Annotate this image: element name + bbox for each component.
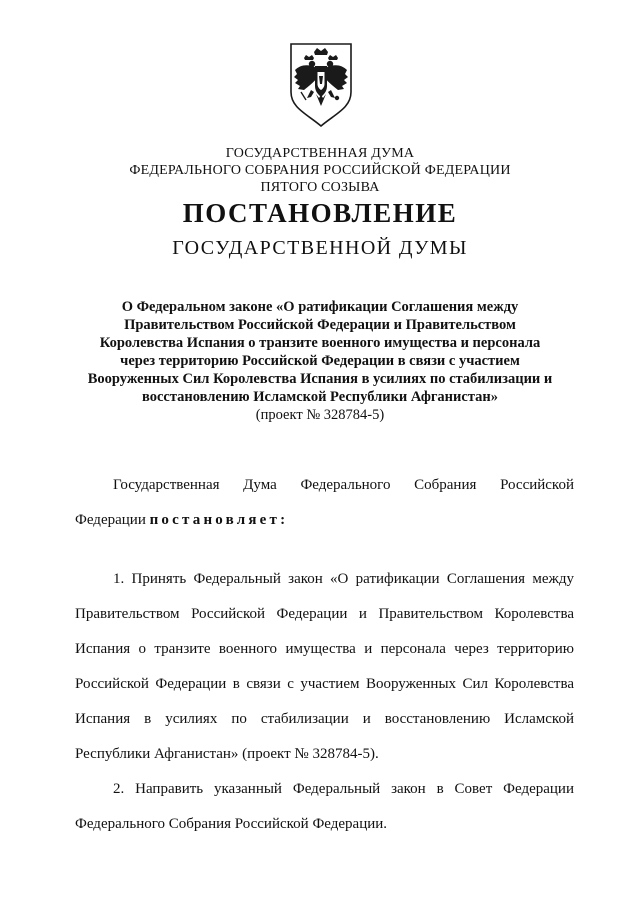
- document-subtitle: ГОСУДАРСТВЕННОЙ ДУМЫ: [172, 237, 468, 259]
- item-1-line: Российской Федерации в связи с участием Вооруженных Сил Королевства: [75, 676, 574, 692]
- project-number: (проект № 328784-5): [255, 407, 385, 423]
- header-line-1: ГОСУДАРСТВЕННАЯ ДУМА: [225, 146, 415, 161]
- subject-line: Королевства Испания о транзите военного имущества и персонала: [99, 335, 541, 351]
- subject-line: восстановлению Исламской Республики Афганистан»: [141, 389, 498, 405]
- header-line-3: ПЯТОГО СОЗЫВА: [260, 180, 380, 195]
- subject-line: через территорию Российской Федерации в связи с участием: [120, 353, 520, 369]
- intro-line: [75, 510, 574, 530]
- item-1-line: 1. Принять Федеральный закон «О ратификации Соглашения между: [113, 571, 574, 587]
- item-1-line: Правительством Российской Федерации и Правительством Королевства: [75, 606, 574, 622]
- subject-line: Правительством Российской Федерации и Правительством: [124, 317, 516, 333]
- item-1-line: Испания в усилиях по стабилизации и восстановлению Исламской: [75, 711, 574, 727]
- item-2-line: Федерального Собрания Российской Федерации.: [75, 816, 388, 832]
- subject-line: Вооруженных Сил Королевства Испания в усилиях по стабилизации и: [87, 371, 553, 387]
- document-title: ПОСТАНОВЛЕНИЕ: [182, 198, 458, 228]
- coat-of-arms-icon: [287, 40, 355, 128]
- intro-start: Федерации: [75, 512, 150, 528]
- item-1-line: Испания о транзите военного имущества и персонала через территорию: [75, 641, 574, 657]
- header-line-2: ФЕДЕРАЛЬНОГО СОБРАНИЯ РОССИЙСКОЙ ФЕДЕРАЦИИ: [129, 163, 511, 178]
- item-1-line: Республики Афганистан» (проект № 328784-5).: [75, 746, 379, 762]
- item-2-line: 2. Направить указанный Федеральный закон в Совет Федерации: [113, 781, 574, 797]
- subject-line: О Федеральном законе «О ратификации Соглашения между: [121, 299, 519, 315]
- intro-line: Государственная Дума Федерального Собрания Российской: [113, 477, 574, 493]
- decision-word: постановляет:: [149, 512, 289, 528]
